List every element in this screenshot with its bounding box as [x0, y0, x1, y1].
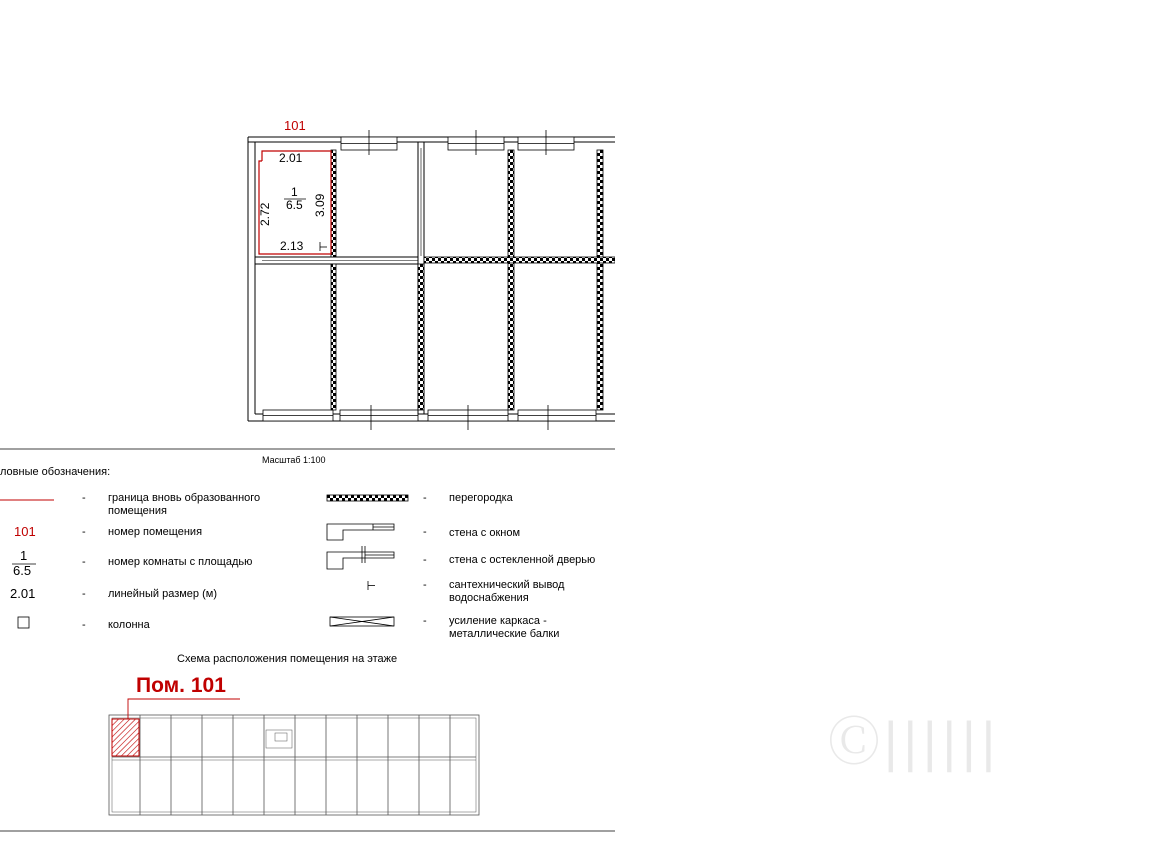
- legend-text-steel-beams: усиление каркаса - металлические балки: [449, 615, 560, 640]
- legend-dash: -: [82, 492, 86, 504]
- legend-symbol-room-number: 101: [14, 524, 36, 539]
- room-area: 6.5: [286, 198, 303, 212]
- dimension-left: 2.72: [258, 202, 272, 226]
- partitions: [331, 150, 615, 410]
- scheme-room-label: Пом. 101: [136, 674, 226, 697]
- legend-text-dimension: линейный размер (м): [108, 588, 217, 600]
- scale-label: Масштаб 1:100: [262, 455, 326, 465]
- legend-symbol-room-area: 6.5: [13, 563, 32, 578]
- room-101-highlight: [112, 719, 139, 756]
- legend-text-plumbing: сантехнический вывод водоснабжения: [449, 579, 565, 604]
- watermark-logo-icon: Ⓒ||||||: [828, 713, 1000, 773]
- window-openings-bottom: [263, 405, 596, 430]
- room-no: 1: [291, 185, 298, 199]
- legend-text-room-area: номер комнаты с площадью: [108, 556, 253, 568]
- floor-scheme: [109, 715, 479, 815]
- room-101-leader: [128, 699, 240, 719]
- legend-dash: -: [82, 526, 86, 538]
- legend-dash: -: [423, 615, 427, 627]
- window-openings-top: [341, 130, 574, 155]
- legend-text-room-number: номер помещения: [108, 526, 203, 538]
- legend-dash: -: [423, 579, 427, 591]
- room-number-label: 101: [284, 118, 306, 133]
- dimension-right: 3.09: [313, 193, 327, 217]
- scheme-title: Схема расположения помещения на этаже: [177, 653, 398, 665]
- legend-symbol-room-no: 1: [20, 548, 28, 563]
- legend-text-column: колонна: [108, 619, 150, 631]
- interior-walls: [255, 142, 424, 414]
- outer-walls: [248, 137, 615, 421]
- legend-dash: -: [82, 556, 86, 568]
- legend-dash: -: [423, 526, 427, 538]
- legend-text-partition: перегородка: [449, 492, 513, 504]
- legend-dash: -: [423, 554, 427, 566]
- legend-dash: -: [423, 492, 427, 504]
- legend-text-window-wall: стена с окном: [449, 527, 521, 539]
- legend-title: ловные обозначения:: [0, 466, 111, 478]
- dimension-bottom: 2.13: [280, 239, 304, 253]
- legend-text-glazed-door: стена с остекленной дверью: [449, 554, 596, 566]
- legend-text-boundary: граница вновь образованного помещения: [108, 492, 261, 517]
- legend-dash: -: [82, 588, 86, 600]
- dimension-top: 2.01: [279, 151, 303, 165]
- legend-dash: -: [82, 619, 86, 631]
- legend-symbol-dimension: 2.01: [10, 586, 36, 601]
